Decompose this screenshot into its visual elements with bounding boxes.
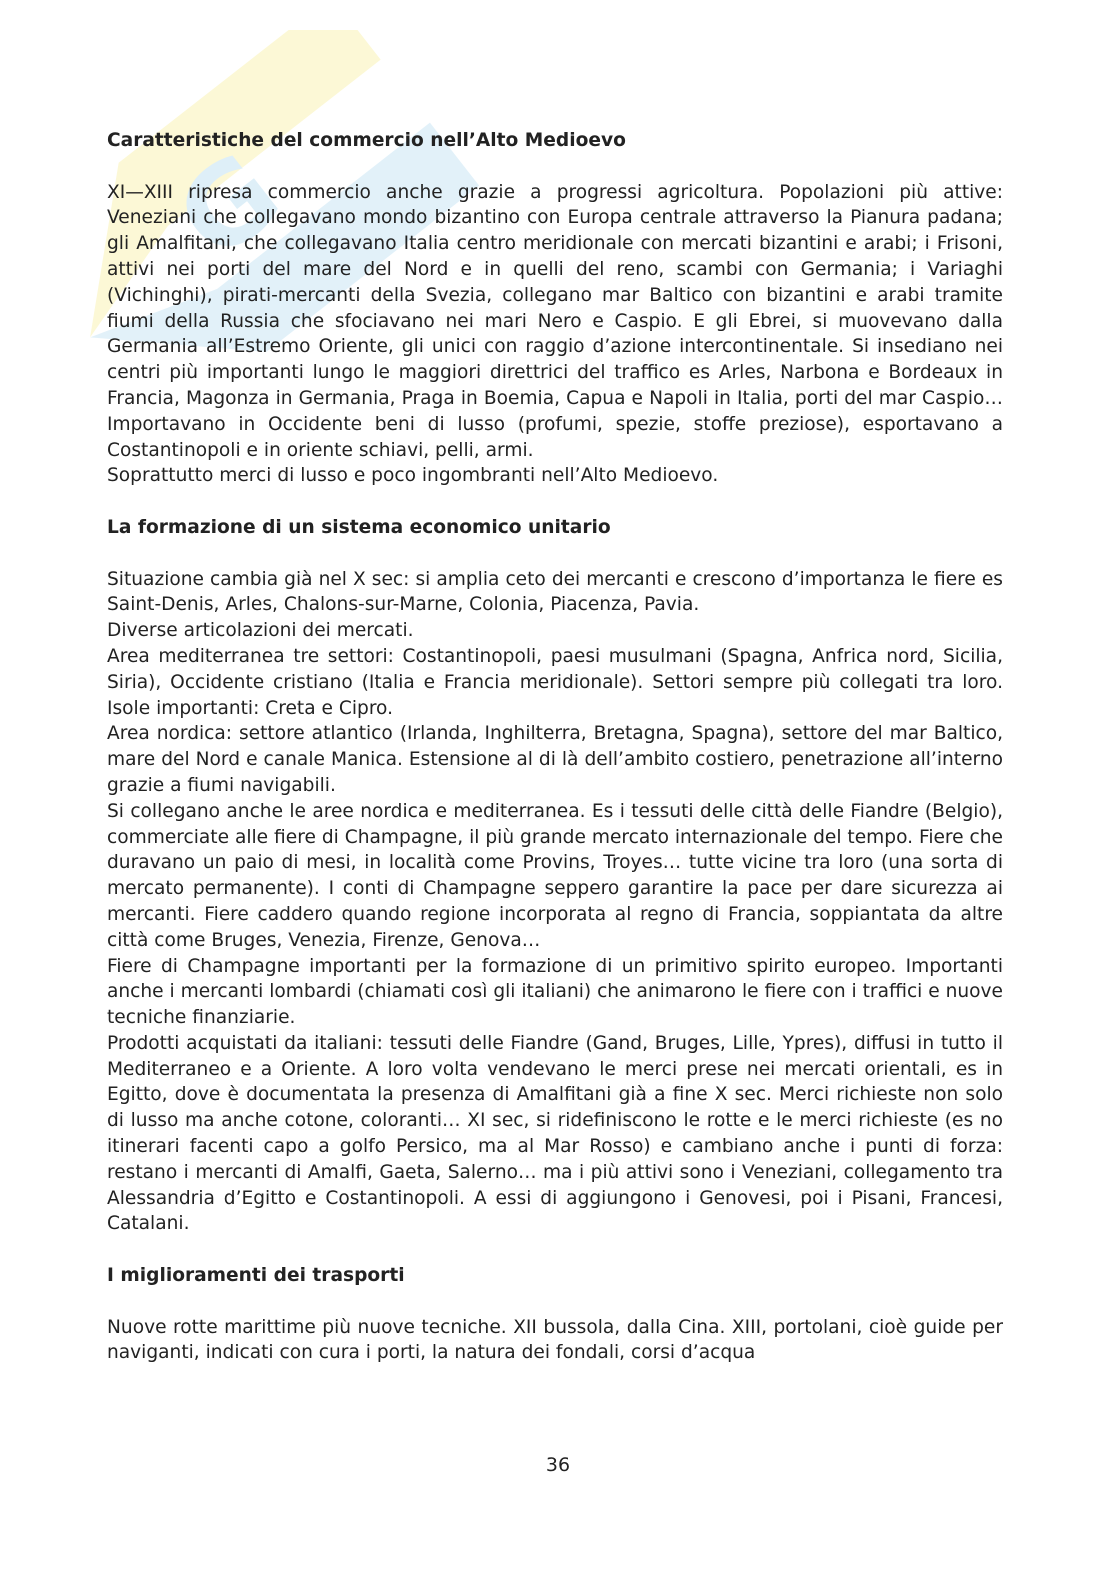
- page-number: 36: [545, 1454, 571, 1476]
- paragraph: Diverse articolazioni dei mercati.: [107, 620, 414, 642]
- paragraph: Si collegano anche le aree nordica e mediterranea. Es i tessuti delle città delle Fiandre (Belgio), commerciate alle fiere di Champagne, il più grande mercato internazionale del tempo. Fiere che duravano un paio di mesi, in località come Provins, Troyes… tutte vicine tra loro (una sorta di mercato permanente). I conti di Champagne seppero garantire la pace per dare sicurezza ai mercanti. Fiere caddero quando regione incorporata al regno di Francia, soppiantata da altre città come Bruges, Venezia, Firenze, Genova…: [107, 800, 1003, 951]
- section-heading: I miglioramenti dei trasporti: [107, 1265, 405, 1287]
- paragraph: Area mediterranea tre settori: Costantinopoli, paesi musulmani (Spagna, Anfrica nord, Sicilia, Siria), Occidente cristiano (Italia e Francia meridionale). Settori sempre più collegati tra loro. Isole importanti: Creta e Cipro.: [107, 645, 1003, 719]
- paragraph: Prodotti acquistati da italiani: tessuti delle Fiandre (Gand, Bruges, Lille, Ypres), diffusi in tutto il Mediterraneo e a Oriente. A loro volta vendevano le merci prese nei mercati orientali, es in Egitto, dove è documentata la presenza di Amalfitani già a fine X sec. Merci richieste non solo di lusso ma anche cotone, coloranti… XI sec, si ridefiniscono le rotte e le merci richieste (es no itinerari facenti capo a golfo Persico, ma al Mar Rosso) e cambiano anche i punti di forza: restano i mercanti di Amalfi, Gaeta, Salerno… ma i più attivi sono i Veneziani, collegamento tra Alessandria d’Egitto e Costantinopoli. A essi di aggiungono i Genovesi, poi i Pisani, Francesi, Catalani.: [107, 1032, 1003, 1235]
- paragraph: Soprattutto merci di lusso e poco ingombranti nell’Alto Medioevo.: [107, 465, 719, 487]
- document-page: [107, 128, 1003, 1366]
- svg-text:G: G: [153, 127, 304, 285]
- paragraph: Situazione cambia già nel X sec: si amplia ceto dei mercanti e crescono d’importanza le fiere es Saint-Denis, Arles, Chalons-sur-Marne, Colonia, Piacenza, Pavia.: [107, 568, 1003, 616]
- paragraph: Area nordica: settore atlantico (Irlanda, Inghilterra, Bretagna, Spagna), settore del mar Baltico, mare del Nord e canale Manica. Estensione al di là dell’ambito costiero, penetrazione all’interno grazie a fiumi navigabili.: [107, 723, 1003, 796]
- section-heading: Caratteristiche del commercio nell’Alto Medioevo: [107, 130, 626, 151]
- section-heading: La formazione di un sistema economico unitario: [107, 516, 611, 538]
- paragraph: Nuove rotte marittime più nuove tecniche. XII bussola, dalla Cina. XIII, portolani, cioè guide per naviganti, indicati con cura i porti, la natura dei fondali, corsi d’acqua: [107, 1316, 1003, 1364]
- paragraph: Fiere di Champagne importanti per la formazione di un primitivo spirito europeo. Importanti anche i mercanti lombardi (chiamati così gli italiani) che animarono le fiere con i traffici e nuove tecniche finanziarie.: [107, 955, 1003, 1029]
- paragraph: XI—XIII ripresa commercio anche grazie a progressi agricoltura. Popolazioni più attive: Veneziani che collegavano mondo bizantino con Europa centrale attraverso la Pianura padana; gli Amalfitani, che collegavano Italia centro meridionale con mercati bizantini e arabi; i Frisoni, attivi nei porti del mare del Nord e in quelli del reno, scambi con Germania; i Variaghi (Vichinghi), pirati-mercanti della Svezia, collegano mar Baltico con bizantini e arabi tramite fiumi della Russia che sfociavano nei mari Nero e Caspio. E gli Ebrei, si muovevano dalla Germania all’Estremo Oriente, gli unici con raggio d’azione intercontinentale. Si insediano nei centri più importanti lungo le maggiori direttrici del traffico es Arles, Narbona e Bordeaux in Francia, Magonza in Germania, Praga in Boemia, Capua e Napoli in Italia, porti del mar Caspio… Importavano in Occidente beni di lusso (profumi, spezie, stoffe preziose), esportavano a Costantinopoli e in oriente schiavi, pelli, armi.: [107, 181, 1003, 461]
